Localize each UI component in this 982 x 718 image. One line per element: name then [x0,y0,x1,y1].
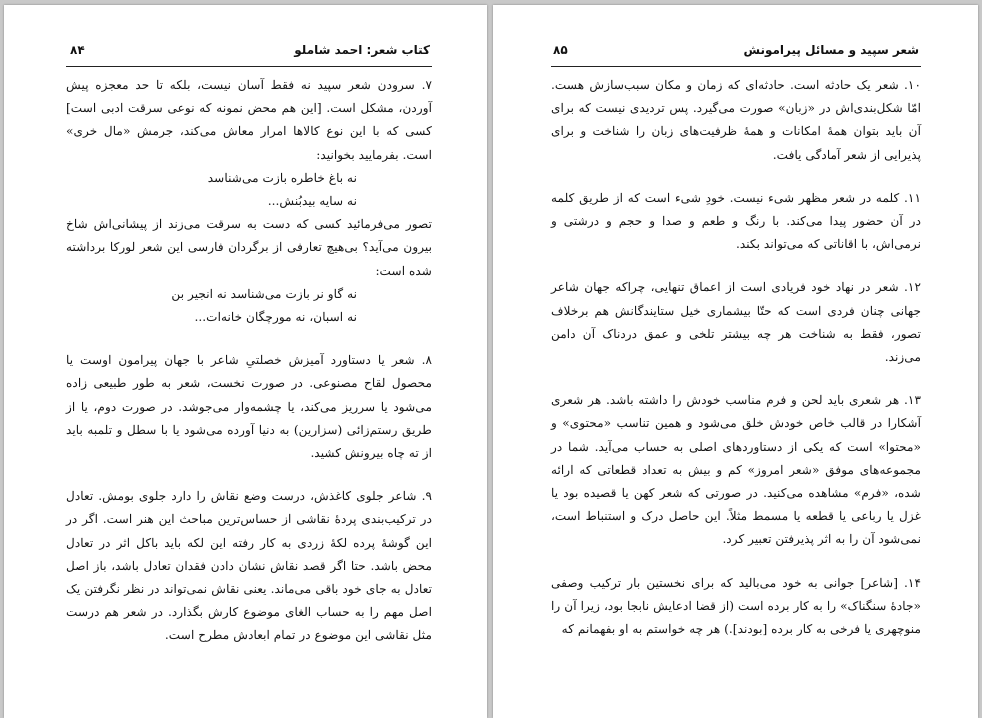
left-page [4,5,487,718]
right-page-number: ۸۵ [553,43,568,57]
paragraph-8: ۸. شعر یا دستاورد آمیزش خصلتیِ شاعر با جهان پیرامون اوست یا محصول لقاح مصنوعی. در صورت نخست، شعر به طور طبیعی زاده می‌شود یا سرریز می‌کند، یا چشمه‌وار می‌جوشد. در صورت دوم، یا از طریق رستم‌زائی (سزارین) به دنیا آورده می‌شود یا با سطل و تلمبه باید از ته چاه بیرونش کشید. [66,353,432,461]
verse-line: نه اسبان، نه مورچگان خانه‌ات... [194,310,357,325]
paragraph-14: ۱۴. [شاعر] جوانی به خود می‌بالید که برای نخستین بار ترکیب وصفی «جادهٔ سنگناک» را به کار برده است (از قضا ادعایش نابجا بود، زیرا آن را منوچهری یا فرخی به کار برده [بودند].) هر چه خواستم به او بفهمانم که [551,575,921,637]
right-running-title: شعر سپید و مسائل پیرامونش [743,43,919,57]
left-page-number: ۸۴ [70,43,85,57]
paragraph-7-continued: تصور می‌فرمائید کسی که دست به سرقت می‌زند از پیشانی‌اش شاخ بیرون می‌آید؟ بی‌هیچ تعارفی از برگردان فارسی این شعر لورکا برداشته شده است: [66,217,432,278]
paragraph-12: ۱۲. شعر در نهاد خود فریادی است از اعماق تنهایی، چراکه جهان شاعر جهانی چنان فردی است که حتّا بیشماری خیل ستایندگانش هم برخلاف تصور، فقط به شناخت هر چه بیشتر تلخی و عمق دردناک آن دامن می‌زند. [551,280,921,365]
left-running-title: کتاب شعر: احمد شاملو [294,43,430,57]
left-header-rule [66,66,432,67]
right-page-body [551,74,921,641]
verse-line: نه سایه بیدبُنش... [267,194,357,209]
right-header-rule [551,66,921,67]
right-page-header [553,43,919,65]
verse-line: نه باغ خاطره بازت می‌شناسد [207,170,357,185]
verse-line: نه گاو نر بازت می‌شناسد نه انجیر بن [171,286,357,301]
paragraph-13: ۱۳. هر شعری باید لحن و فرم مناسب خودش را داشته باشد. هر شعری آشکارا در قالب خاص خودش خلق می‌شود و همین تناسب «محتوی» و «محتوا» است که یکی از دستاوردهای اصلی به حساب می‌آید. شما در مجموعه‌های موفق «شعر امروز» کم و بیش به تعداد قطعاتی که ارائه شده، «فرم» مشاهده می‌کنید. در صورتی که شعر کهن یا قصیده بود یا غزل یا رباعی یا قطعه یا مسمط مثلاً. این حاصل درک و استنباط است، نمی‌شود آن را به اثر پذیرفتن تعبیر کرد. [551,393,921,547]
paragraph-7: ۷. سرودن شعر سپید نه فقط آسان نیست، بلکه تا حد معجزه پیش آوردن، مشکل است. [این هم محض نمونه که نوعی سرقت ادبی است] کسی که با این نوع کالاها امرار معاش می‌کند، جرمش «مال خری» است. بفرمایید بخوانید: [66,78,432,162]
paragraph-9: ۹. شاعر جلوی کاغذش، درست وضع نقاش را دارد جلوی بومش. تعادل در ترکیب‌بندی پردهٔ نقاشی از حساس‌ترین مباحث این هنر است. اگر در این گوشهٔ پرده لکهٔ زردی به کار رفته این لکه باید باکل اثر در تعادل محض باشد. حتا اگر قصد نقاش نشان دادن فقدان تعادل باشد، باز اصل تعادل به جای خود باقی می‌ماند. یعنی نقاش نمی‌تواند در نظر نگرفتن یک اصل مهم را به حساب الغای موضوع کارش بگذارد. در شعر هم درست مثل نقاشی این موضوع در تمام ابعادش مطرح است. [66,489,432,643]
right-page [493,5,978,718]
paragraph-10: ۱۰. شعر یک حادثه است. حادثه‌ای که زمان و مکان سبب‌سازش هست. امّا شکل‌بندی‌اش در «زبان» صورت می‌گیرد. پس تردیدی نیست که برای آن باید بتوان همهٔ امکانات و همهٔ ظرفیت‌های زبان را شناخت و برای پذیرایی از شعر آمادگی یافت. [551,78,921,162]
left-page-body [66,74,432,648]
left-page-header [70,43,430,65]
paragraph-11: ۱۱. کلمه در شعر مظهر شیء نیست. خودِ شیء است که از طریق کلمه در آن حضور پیدا می‌کند. با رنگ و طعم و صدا و حجم و درشتی و نرمی‌اش، با اقاناتی که می‌تواند بکند. [551,190,921,252]
